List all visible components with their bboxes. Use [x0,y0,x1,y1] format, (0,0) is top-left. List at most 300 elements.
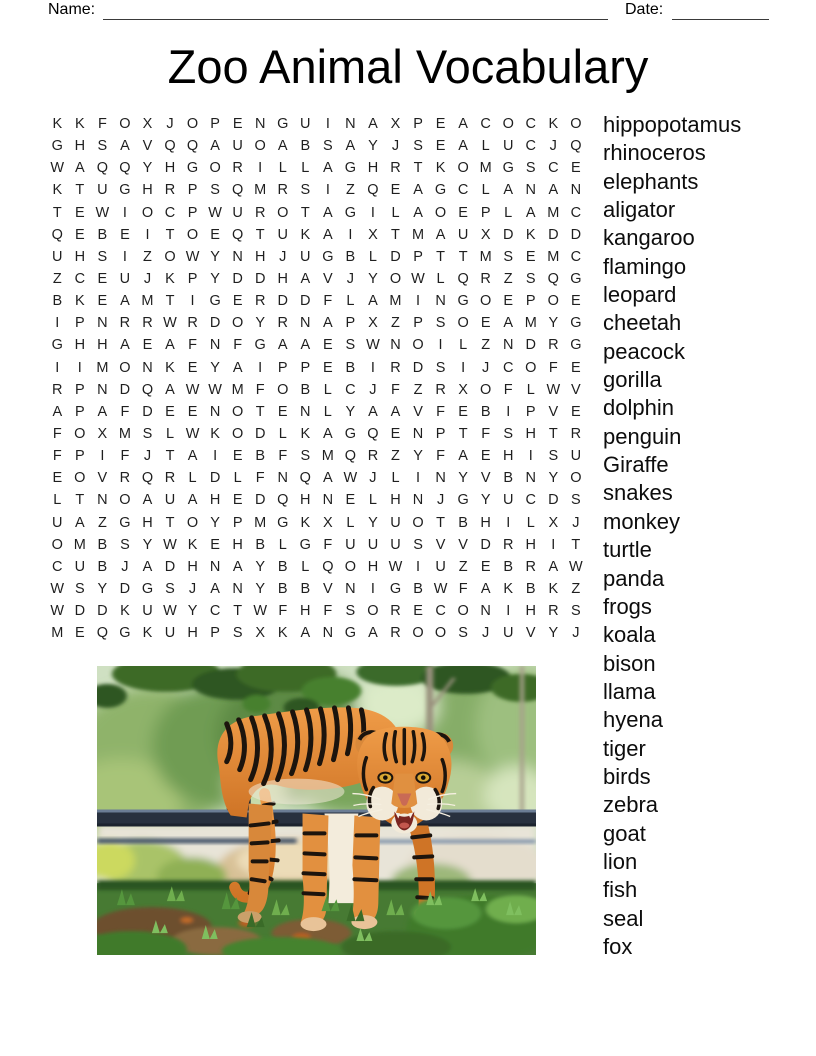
grid-letter: W [185,426,200,443]
grid-letter: Q [570,138,582,155]
grid-letter: I [325,182,330,199]
grid-letter: A [323,470,333,487]
grid-letter: L [459,337,468,354]
grid-letter: R [480,271,491,288]
grid-letter: Q [277,492,289,509]
grid-letter: O [232,315,244,332]
grid-letter: J [572,625,580,642]
grid-letter: D [119,381,131,398]
grid-letter: J [279,248,287,265]
grid-letter: H [209,492,221,509]
grid-letter: E [480,448,491,465]
grid-letter: C [209,603,221,620]
grid-letter: P [74,381,85,398]
grid-letter: G [254,337,266,354]
grid-letter: E [435,116,446,133]
grid-letter: Z [413,381,423,398]
grid-letter: A [165,381,175,398]
grid-letter: Q [119,160,131,177]
grid-letter: N [390,337,401,354]
grid-letter: I [258,160,263,177]
grid-letter: A [323,204,333,221]
grid-letter: K [277,625,288,642]
grid-letter: R [187,315,198,332]
grid-letter: X [480,226,491,243]
word-list-item: elephants [603,168,699,194]
grid-letter: K [165,271,175,288]
grid-letter: V [413,403,423,420]
grid-letter: U [277,226,288,243]
grid-letter: R [277,182,288,199]
grid-letter: F [503,381,513,398]
grid-letter: R [142,315,153,332]
grid-letter: C [525,492,536,509]
grid-letter: O [277,204,289,221]
grid-letter: J [369,381,377,398]
grid-letter: M [389,293,402,310]
word-list-item: panda [603,565,665,591]
grid-letter: E [503,293,514,310]
grid-letter: R [254,293,266,310]
word-list [603,111,813,961]
grid-letter: S [323,138,333,155]
grid-letter: H [232,536,243,553]
grid-letter: K [187,536,198,553]
grid-letter: P [187,271,198,288]
grid-letter: I [55,315,60,332]
grid-letter: H [300,492,311,509]
grid-letter: U [457,226,469,243]
grid-letter: M [524,315,537,332]
grid-letter: R [277,315,288,332]
word-list-item: gorilla [603,367,662,393]
grid-letter: J [143,271,152,288]
grid-letter: Y [368,138,378,155]
grid-letter: M [51,625,64,642]
grid-letter: M [73,536,86,553]
grid-letter: R [390,603,401,620]
grid-letter: H [300,603,311,620]
grid-letter: Y [548,315,559,332]
grid-letter: B [255,448,266,465]
grid-letter: D [232,271,243,288]
grid-letter: T [436,248,445,265]
word-list-item: cheetah [603,310,682,336]
grid-letter: Q [186,138,199,155]
grid-letter: P [232,514,243,531]
word-list-item: aligator [603,197,676,223]
grid-letter: Q [141,381,154,398]
grid-letter: P [187,204,198,221]
grid-letter: Y [368,514,378,531]
grid-letter: G [322,248,334,265]
grid-letter: T [391,226,400,243]
grid-letter: G [119,514,131,531]
grid-letter: B [345,359,356,376]
grid-letter: R [548,337,559,354]
grid-letter: O [277,381,289,398]
grid-letter: H [367,558,379,575]
grid-letter: V [323,581,333,598]
grid-letter: P [525,403,536,420]
grid-letter: S [525,160,536,177]
date-blank-line[interactable] [672,0,769,20]
grid-letter: T [165,514,175,531]
grid-letter: N [300,315,311,332]
grid-letter: L [323,381,332,398]
grid-letter: D [254,271,266,288]
grid-letter: N [97,315,108,332]
grid-letter: F [323,536,333,553]
grid-letter: A [277,138,288,155]
grid-letter: L [368,492,377,509]
grid-letter: A [458,138,468,155]
grid-letter: X [97,426,108,443]
grid-letter: N [435,293,446,310]
grid-letter: U [74,558,86,575]
grid-letter: C [345,381,356,398]
grid-letter: J [369,470,377,487]
grid-letter: S [435,315,446,332]
grid-letter: W [185,248,200,265]
grid-letter: V [525,625,536,642]
grid-letter: R [164,470,176,487]
grid-letter: U [502,492,514,509]
grid-letter: O [457,315,469,332]
grid-letter: E [97,271,108,288]
grid-letter: T [52,204,62,221]
grid-letter: Q [457,271,469,288]
grid-letter: Y [255,558,266,575]
grid-letter: B [413,581,423,598]
grid-letter: T [548,426,558,443]
grid-letter: D [254,492,266,509]
grid-letter: R [390,625,401,642]
grid-letter: S [165,581,175,598]
grid-letter: L [188,470,197,487]
grid-letter: N [277,470,288,487]
grid-letter: I [370,359,375,376]
word-list-item: peacock [603,338,685,364]
grid-letter: A [413,182,423,199]
grid-letter: D [164,558,176,575]
grid-letter: E [525,248,536,265]
grid-letter: O [367,603,379,620]
grid-letter: P [277,359,288,376]
grid-letter: N [97,381,108,398]
grid-letter: E [480,558,491,575]
grid-letter: A [120,337,130,354]
grid-letter: J [391,138,400,155]
tiger-figure [217,707,456,931]
grid-letter: U [52,514,63,531]
grid-letter: D [74,603,86,620]
grid-letter: B [277,558,288,575]
grid-letter: J [143,448,152,465]
grid-letter: I [370,204,375,221]
grid-letter: E [458,204,468,221]
grid-letter: S [142,426,153,443]
grid-letter: J [549,138,557,155]
grid-letter: Z [52,271,62,288]
grid-letter: A [187,448,198,465]
grid-letter: G [570,315,582,332]
word-list-item: kangaroo [603,225,695,251]
name-blank-line[interactable] [103,0,608,20]
grid-letter: P [525,293,536,310]
grid-letter: G [277,514,289,531]
word-list-item: fish [603,877,638,903]
grid-letter: G [344,625,357,642]
grid-letter: V [142,138,153,155]
word-list-item: lion [603,848,638,874]
grid-letter: X [323,514,333,531]
grid-letter: A [345,138,356,155]
word-list-item: zebra [603,792,659,818]
grid-letter: S [300,182,311,199]
grid-letter: F [255,470,265,487]
grid-letter: D [277,293,288,310]
grid-letter: T [255,226,265,243]
grid-letter: O [480,293,492,310]
grid-letter: T [255,403,265,420]
grid-letter: H [74,248,86,265]
grid-letter: U [164,492,176,509]
grid-letter: F [481,426,491,443]
grid-letter: E [74,204,85,221]
grid-letter: K [525,226,536,243]
word-list-item: llama [603,678,656,704]
grid-letter: Y [368,271,378,288]
grid-letter: P [74,448,85,465]
grid-letter: D [525,337,536,354]
grid-letter: E [390,182,401,199]
grid-letter: W [569,558,583,575]
grid-letter: N [232,581,243,598]
word-list-item: turtle [603,537,652,563]
grid-letter: X [390,116,401,133]
grid-letter: U [52,248,63,265]
word-list-item: goat [603,820,646,846]
grid-letter: C [164,204,176,221]
grid-letter: G [457,293,469,310]
grid-letter: L [391,204,400,221]
grid-letter: U [97,182,108,199]
grid-letter: D [390,248,401,265]
grid-letter: V [548,403,559,420]
grid-letter: Y [548,470,559,487]
grid-letter: Q [299,470,311,487]
grid-letter: L [301,558,310,575]
grid-letter: F [52,426,62,443]
word-list-item: seal [603,905,644,931]
grid-letter: A [368,116,378,133]
grid-letter: K [142,625,153,642]
grid-letter: U [345,536,356,553]
grid-letter: Z [391,315,400,332]
grid-letter: E [120,226,130,243]
grid-letter: K [435,160,446,177]
grid-letter: E [571,160,581,177]
grid-letter: B [255,536,266,553]
grid-letter: U [119,271,131,288]
grid-letter: P [187,182,198,199]
grid-letter: I [348,226,353,243]
grid-letter: W [411,271,425,288]
grid-letter: G [344,160,357,177]
grid-letter: A [503,182,514,199]
grid-letter: D [254,426,266,443]
grid-letter: E [74,226,85,243]
grid-letter: O [232,426,244,443]
grid-letter: J [482,359,490,376]
grid-letter: O [186,514,199,531]
grid-letter: U [142,603,153,620]
grid-letter: Y [480,492,491,509]
grid-letter: G [299,536,311,553]
grid-letter: I [461,359,466,376]
grid-letter: C [480,116,491,133]
grid-letter: B [480,403,491,420]
grid-letter: L [526,514,535,531]
grid-letter: E [390,426,401,443]
grid-letter: U [367,536,379,553]
grid-letter: T [233,603,243,620]
grid-letter: Q [232,226,244,243]
grid-letter: P [480,204,491,221]
grid-letter: A [435,226,446,243]
grid-letter: O [74,426,86,443]
grid-letter: T [75,182,85,199]
grid-letter: F [436,403,445,420]
grid-letter: A [277,337,288,354]
grid-letter: O [119,492,131,509]
grid-letter: W [433,581,448,598]
grid-letter: H [97,337,108,354]
word-list-item: penguin [603,423,682,449]
grid-letter: A [548,182,559,199]
grid-letter: A [503,315,514,332]
grid-letter: A [210,138,220,155]
grid-letter: T [571,536,581,553]
grid-letter: Q [141,470,154,487]
grid-letter: K [52,116,63,133]
grid-letter: E [571,293,581,310]
grid-letter: W [343,470,358,487]
grid-letter: C [435,603,446,620]
grid-letter: K [210,426,220,443]
grid-letter: E [571,359,581,376]
grid-letter: A [458,116,468,133]
grid-letter: D [209,315,221,332]
word-list-item: tiger [603,735,646,761]
grid-letter: I [55,359,60,376]
grid-letter: I [213,448,218,465]
grid-letter: W [163,603,177,620]
grid-letter: W [95,204,110,221]
grid-letter: B [52,293,63,310]
grid-letter: H [254,248,266,265]
grid-letter: V [323,271,333,288]
grid-letter: S [525,271,536,288]
tiger-photo-illustration [97,666,536,955]
grid-letter: N [345,116,356,133]
grid-letter: A [548,558,559,575]
grid-letter: D [209,470,221,487]
grid-letter: P [210,625,220,642]
grid-letter: Q [96,625,108,642]
grid-letter: O [254,138,266,155]
grid-letter: I [77,359,82,376]
grid-letter: L [481,182,490,199]
grid-letter: D [142,403,153,420]
grid-letter: O [186,116,199,133]
grid-letter: A [413,204,423,221]
grid-letter: I [416,293,421,310]
grid-letter: E [480,315,491,332]
grid-letter: B [503,558,514,575]
grid-letter: K [503,581,514,598]
grid-letter: R [367,448,379,465]
grid-letter: W [366,337,380,354]
grid-letter: A [74,514,85,531]
grid-letter: G [434,182,447,199]
grid-letter: A [390,403,401,420]
grid-letter: S [345,337,356,354]
grid-letter: R [435,381,446,398]
grid-letter: N [480,603,491,620]
grid-letter: G [51,337,63,354]
grid-letter: L [481,138,490,155]
grid-letter: H [74,138,86,155]
grid-letter: A [368,403,378,420]
grid-letter: V [571,381,581,398]
grid-letter: F [278,603,288,620]
grid-letter: O [412,514,424,531]
grid-letter: C [457,182,469,199]
grid-letter: S [120,536,130,553]
grid-letter: X [368,226,378,243]
grid-letter: J [346,271,354,288]
grid-letter: E [232,116,243,133]
grid-letter: W [50,160,65,177]
grid-letter: O [344,558,357,575]
grid-letter: E [458,403,468,420]
grid-letter: U [390,514,401,531]
grid-letter: C [570,248,582,265]
grid-letter: O [164,248,176,265]
grid-letter: D [412,359,424,376]
grid-letter: O [525,359,537,376]
grid-letter: R [525,558,536,575]
grid-letter: D [502,226,514,243]
grid-letter: X [548,514,559,531]
grid-letter: H [74,337,86,354]
grid-letter: O [457,603,469,620]
grid-letter: L [504,204,513,221]
grid-letter: A [97,403,108,420]
grid-letter: F [323,293,333,310]
grid-letter: X [142,116,153,133]
grid-letter: N [254,116,266,133]
grid-letter: A [525,204,536,221]
grid-letter: W [546,381,561,398]
grid-letter: N [435,470,446,487]
grid-letter: I [258,359,263,376]
grid-letter: S [435,359,446,376]
grid-letter: L [368,248,377,265]
grid-letter: B [525,581,536,598]
